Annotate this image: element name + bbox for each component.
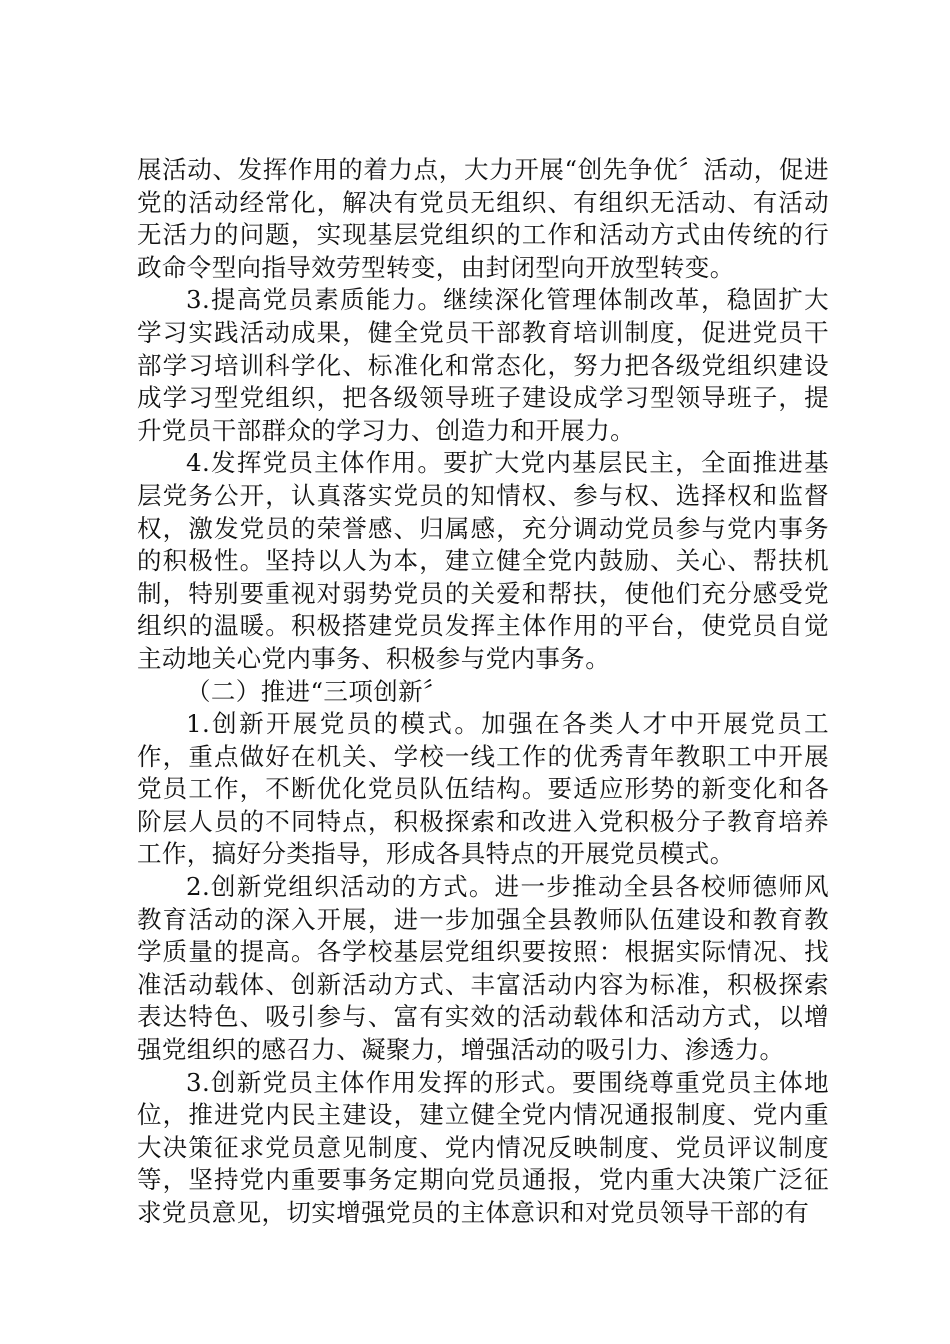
document-body — [137, 154, 829, 1230]
paragraph-item-3-improve-quality: 3.提高党员素质能力。继续深化管理体制改革，稳固扩大学习实践活动成果，健全党员干部教育培训制度，促进党员干部学习培训科学化、标准化和常态化，努力把各级党组织建设成学习型党组织，把各级领导班子建设成学习型领导班子，提升党员干部群众的学习力、创造力和开展力。 — [137, 285, 829, 445]
paragraph-item-2-innovation-activity: 2.创新党组织活动的方式。进一步推动全县各校师德师风教育活动的深入开展，进一步加强全县教师队伍建设和教育教学质量的提高。各学校基层党组织要按照：根据实际情况、找准活动载体、创新活动方式、丰富活动内容为标准，积极探索表达特色、吸引参与、富有实效的活动载体和活动方式，以增强党组织的感召力、凝聚力，增强活动的吸引力、渗透力。 — [137, 872, 829, 1065]
paragraph-continuation: 展活动、发挥作用的着力点，大力开展“创先争优〞活动，促进党的活动经常化，解决有党员无组织、有组织无活动、有活动无活力的问题，实现基层党组织的工作和活动方式由传统的行政命令型向指导效劳型转变，由封闭型向开放型转变。 — [137, 155, 829, 282]
paragraph-item-1-innovation-mode: 1.创新开展党员的模式。加强在各类人才中开展党员工作，重点做好在机关、学校一线工作的优秀青年教职工中开展党员工作，不断优化党员队伍结构。要适应形势的新变化和各阶层人员的不同特点，积极探索和改进入党积极分子教育培养工作，搞好分类指导，形成各具特点的开展党员模式。 — [137, 709, 829, 869]
paragraph-item-4-member-role: 4.发挥党员主体作用。要扩大党内基层民主，全面推进基层党务公开，认真落实党员的知情权、参与权、选择权和监督权，激发党员的荣誉感、归属感，充分调动党员参与党内事务的积极性。坚持以人为本，建立健全党内鼓励、关心、帮扶机制，特别要重视对弱势党员的关爱和帮扶，使他们充分感受党组织的温暖。积极搭建党员发挥主体作用的平台，使党员自觉主动地关心党内事务、积极参与党内事务。 — [137, 448, 829, 673]
section-heading-three-innovations: （二）推进“三项创新〞 — [186, 676, 448, 706]
paragraph-item-3-innovation-form: 3.创新党员主体作用发挥的形式。要围绕尊重党员主体地位，推进党内民主建设，建立健全党内情况通报制度、党内重大决策征求党员意见制度、党内情况反映制度、党员评议制度等，坚持党内重要事务定期向党员通报，党内重大决策广泛征求党员意见，切实增强党员的主体意识和对党员领导干部的有 — [137, 1067, 829, 1227]
